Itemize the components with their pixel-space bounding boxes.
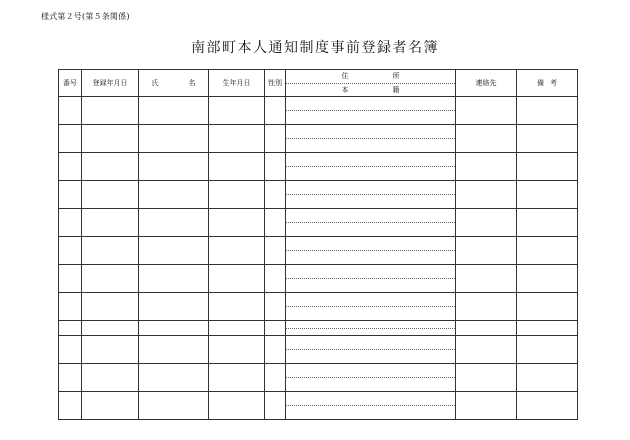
cell-address-domicile[interactable] [286, 125, 456, 153]
table-row [59, 153, 578, 181]
table-row [59, 293, 578, 321]
header-remarks [517, 70, 578, 97]
cell-contact[interactable] [456, 336, 517, 364]
cell-name[interactable] [139, 321, 209, 336]
cell-registration-date[interactable] [82, 364, 139, 392]
cell-name[interactable] [139, 336, 209, 364]
cell-address[interactable] [286, 153, 455, 167]
cell-birth-date[interactable] [209, 237, 265, 265]
cell-domicile[interactable] [286, 251, 455, 264]
cell-registration-date[interactable] [82, 392, 139, 420]
header-registration-date: 登録年月日 [82, 70, 139, 97]
header-domicile-right: 籍 [392, 85, 400, 94]
header-no: 番号 [59, 70, 82, 97]
cell-remarks[interactable] [517, 336, 578, 364]
header-birth-date: 生年月日 [209, 70, 265, 97]
cell-address-domicile[interactable] [286, 392, 456, 420]
cell-address-domicile[interactable] [286, 153, 456, 181]
cell-no[interactable] [59, 321, 82, 336]
cell-address-domicile[interactable] [286, 237, 456, 265]
cell-remarks[interactable] [517, 321, 578, 336]
page-title: 南部町本人通知制度事前登録者名簿 [191, 40, 439, 56]
cell-no[interactable] [59, 181, 82, 209]
cell-sex[interactable] [265, 125, 286, 153]
cell-registration-date[interactable] [82, 321, 139, 336]
cell-name[interactable] [139, 392, 209, 420]
cell-no[interactable] [59, 392, 82, 420]
cell-sex[interactable] [265, 209, 286, 237]
cell-no[interactable] [59, 97, 82, 125]
cell-birth-date[interactable] [209, 392, 265, 420]
cell-address-domicile[interactable] [286, 209, 456, 237]
cell-contact[interactable] [456, 265, 517, 293]
table-row [59, 392, 578, 420]
table-row [59, 336, 578, 364]
cell-remarks[interactable] [517, 125, 578, 153]
cell-remarks[interactable] [517, 392, 578, 420]
registry-table [58, 69, 578, 420]
cell-remarks[interactable] [517, 265, 578, 293]
cell-remarks[interactable] [517, 153, 578, 181]
cell-sex[interactable] [265, 97, 286, 125]
cell-address-domicile[interactable] [286, 181, 456, 209]
cell-name[interactable] [139, 125, 209, 153]
cell-no[interactable] [59, 125, 82, 153]
cell-domicile[interactable] [286, 167, 455, 180]
cell-sex[interactable] [265, 153, 286, 181]
cell-address[interactable] [286, 392, 455, 406]
cell-no[interactable] [59, 237, 82, 265]
cell-birth-date[interactable] [209, 153, 265, 181]
cell-registration-date[interactable] [82, 237, 139, 265]
cell-contact[interactable] [456, 237, 517, 265]
cell-contact[interactable] [456, 125, 517, 153]
cell-sex[interactable] [265, 392, 286, 420]
header-remarks-left: 備 [537, 79, 544, 87]
cell-name[interactable] [139, 97, 209, 125]
cell-name[interactable] [139, 153, 209, 181]
cell-registration-date[interactable] [82, 97, 139, 125]
cell-contact[interactable] [456, 209, 517, 237]
cell-registration-date[interactable] [82, 209, 139, 237]
cell-registration-date[interactable] [82, 265, 139, 293]
header-remarks-right: 考 [550, 79, 557, 87]
cell-no[interactable] [59, 153, 82, 181]
cell-registration-date[interactable] [82, 336, 139, 364]
cell-sex[interactable] [265, 265, 286, 293]
cell-address[interactable] [286, 125, 455, 139]
cell-domicile[interactable] [286, 350, 455, 363]
cell-sex[interactable] [265, 321, 286, 336]
cell-address[interactable] [286, 209, 455, 223]
table-row [59, 97, 578, 125]
cell-domicile[interactable] [286, 139, 455, 152]
cell-address[interactable] [286, 321, 455, 329]
cell-contact[interactable] [456, 392, 517, 420]
cell-address[interactable] [286, 336, 455, 350]
cell-contact[interactable] [456, 97, 517, 125]
cell-address-domicile[interactable] [286, 97, 456, 125]
cell-address-domicile[interactable] [286, 265, 456, 293]
cell-address[interactable] [286, 364, 455, 378]
cell-birth-date[interactable] [209, 336, 265, 364]
cell-registration-date[interactable] [82, 293, 139, 321]
cell-remarks[interactable] [517, 237, 578, 265]
cell-no[interactable] [59, 265, 82, 293]
cell-no[interactable] [59, 293, 82, 321]
cell-birth-date[interactable] [209, 265, 265, 293]
cell-address[interactable] [286, 181, 455, 195]
form-number: 様式第２号(第５条関係) [41, 12, 130, 21]
table-row [59, 364, 578, 392]
cell-contact[interactable] [456, 153, 517, 181]
header-name-left: 氏 [151, 79, 159, 87]
cell-birth-date[interactable] [209, 97, 265, 125]
cell-sex[interactable] [265, 336, 286, 364]
cell-domicile[interactable] [286, 195, 455, 208]
cell-no[interactable] [59, 364, 82, 392]
table-row [59, 125, 578, 153]
cell-domicile[interactable] [286, 329, 455, 336]
cell-address-domicile[interactable] [286, 293, 456, 321]
table-header-row [59, 70, 578, 97]
table-row [59, 321, 578, 336]
cell-address-domicile[interactable] [286, 336, 456, 364]
table-row [59, 265, 578, 293]
cell-birth-date[interactable] [209, 181, 265, 209]
cell-address[interactable] [286, 265, 455, 279]
cell-birth-date[interactable] [209, 293, 265, 321]
cell-remarks[interactable] [517, 97, 578, 125]
cell-address[interactable] [286, 97, 455, 111]
cell-name[interactable] [139, 237, 209, 265]
header-name [139, 70, 209, 97]
header-domicile-left: 本 [341, 85, 349, 94]
table-row [59, 237, 578, 265]
cell-sex[interactable] [265, 237, 286, 265]
header-address-domicile [286, 70, 456, 97]
cell-name[interactable] [139, 181, 209, 209]
cell-address[interactable] [286, 237, 455, 251]
header-address-left: 住 [341, 72, 349, 81]
cell-remarks[interactable] [517, 364, 578, 392]
cell-remarks[interactable] [517, 181, 578, 209]
cell-contact[interactable] [456, 321, 517, 336]
cell-no[interactable] [59, 336, 82, 364]
cell-domicile[interactable] [286, 406, 455, 419]
cell-contact[interactable] [456, 364, 517, 392]
cell-name[interactable] [139, 209, 209, 237]
cell-sex[interactable] [265, 293, 286, 321]
cell-no[interactable] [59, 209, 82, 237]
cell-name[interactable] [139, 265, 209, 293]
cell-birth-date[interactable] [209, 364, 265, 392]
cell-remarks[interactable] [517, 293, 578, 321]
cell-contact[interactable] [456, 181, 517, 209]
cell-name[interactable] [139, 293, 209, 321]
cell-domicile[interactable] [286, 279, 455, 292]
cell-sex[interactable] [265, 181, 286, 209]
cell-domicile[interactable] [286, 111, 455, 124]
cell-birth-date[interactable] [209, 321, 265, 336]
cell-domicile[interactable] [286, 307, 455, 320]
table-row [59, 181, 578, 209]
cell-birth-date[interactable] [209, 125, 265, 153]
cell-registration-date[interactable] [82, 181, 139, 209]
table-row [59, 209, 578, 237]
cell-domicile[interactable] [286, 378, 455, 391]
cell-sex[interactable] [265, 364, 286, 392]
cell-domicile[interactable] [286, 223, 455, 236]
header-sex: 性別 [265, 70, 286, 97]
cell-address-domicile[interactable] [286, 321, 456, 336]
cell-registration-date[interactable] [82, 153, 139, 181]
header-address-right: 所 [392, 72, 400, 81]
cell-birth-date[interactable] [209, 209, 265, 237]
cell-contact[interactable] [456, 293, 517, 321]
cell-registration-date[interactable] [82, 125, 139, 153]
cell-address-domicile[interactable] [286, 364, 456, 392]
cell-remarks[interactable] [517, 209, 578, 237]
header-contact: 連絡先 [456, 70, 517, 97]
header-name-right: 名 [188, 79, 196, 87]
cell-address[interactable] [286, 293, 455, 307]
cell-name[interactable] [139, 364, 209, 392]
